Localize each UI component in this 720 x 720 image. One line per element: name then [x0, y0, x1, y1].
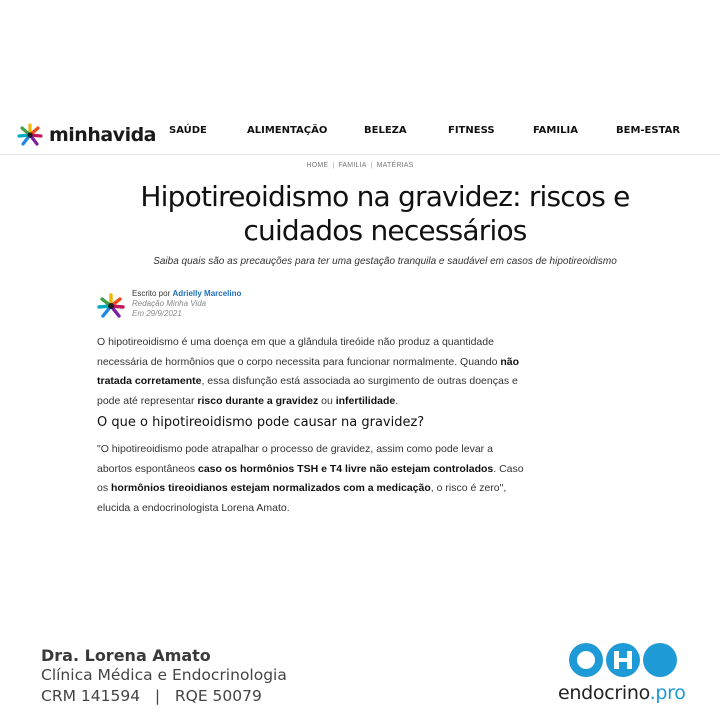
- p1-bold-1: não tratada corretamente: [97, 355, 519, 387]
- site-header: [0, 112, 720, 155]
- doctor-registration: [41, 687, 262, 705]
- author-name-link[interactable]: Adrielly Marcelino: [172, 289, 242, 298]
- brand-accent-text: .pro: [649, 682, 686, 704]
- main-nav: [0, 125, 720, 141]
- article-title-line2: cuidados necessários: [243, 214, 527, 247]
- breadcrumb-separator: |: [332, 162, 335, 169]
- endocrino-pro-logo: [558, 642, 688, 706]
- article-paragraph-2: [97, 440, 527, 518]
- nav-saude[interactable]: SAÚDE: [169, 125, 207, 136]
- section-heading: O que o hipotireoidismo pode causar na gravidez?: [97, 415, 425, 430]
- author-avatar-icon: [96, 291, 126, 321]
- article-subtitle: Saiba quais são as precauções para ter uma gestação tranquila e saudável em casos de hipotireoidismo: [153, 256, 617, 267]
- nav-beleza[interactable]: BELEZA: [364, 125, 407, 136]
- breadcrumb-home[interactable]: HOME: [306, 162, 329, 169]
- p1-bold-3: infertilidade: [335, 394, 396, 407]
- p1-text-4: .: [395, 394, 399, 407]
- author-info: [132, 289, 332, 319]
- p2-text-2: . Caso os: [97, 462, 524, 494]
- nav-bem-estar[interactable]: BEM-ESTAR: [616, 125, 681, 136]
- endocrino-pro-wordmark: [558, 682, 686, 704]
- p2-bold-2: hormônios tireoidianos estejam normalizados com a medicação: [111, 482, 431, 494]
- article-title-line1: Hipotireoidismo na gravidez: riscos e: [140, 180, 630, 213]
- author-written-by: Escrito por: [132, 289, 171, 298]
- doctor-registration-text: CRM 141594 | RQE 50079: [41, 687, 262, 705]
- endocrino-pro-circles-icon: [568, 642, 678, 678]
- p1-text-1: O hipotireoidismo é uma doença em que a glândula tireóide não produz a quantidade necessária de hormônios que o corpo necessita para funcionar normalmente. Quando: [97, 336, 501, 368]
- nav-alimentacao[interactable]: ALIMENTAÇÃO: [247, 125, 328, 136]
- article-title: [100, 180, 670, 248]
- p2-text-3: , o risco é zero", elucida a endocrinologista Lorena Amato.: [97, 482, 507, 514]
- p1-bold-2: risco durante a gravidez: [197, 394, 319, 407]
- breadcrumb-familia[interactable]: FAMILIA: [338, 162, 367, 169]
- breadcrumb: [0, 162, 720, 169]
- breadcrumb-materias[interactable]: MATÉRIAS: [376, 162, 414, 169]
- doctor-name: Dra. Lorena Amato: [41, 646, 211, 665]
- p1-text-3: ou: [318, 394, 336, 407]
- article-date: Em 29/9/2021: [132, 309, 182, 318]
- author-org: Redação Minha Vida: [132, 299, 207, 308]
- article-paragraph-1: [97, 333, 527, 411]
- nav-fitness[interactable]: FITNESS: [448, 125, 495, 136]
- logo-text: minhavida: [49, 124, 157, 146]
- nav-familia[interactable]: FAMILIA: [533, 125, 578, 136]
- breadcrumb-separator: |: [370, 162, 373, 169]
- p2-text-1: "O hipotireoidismo pode atrapalhar o processo de gravidez, assim como pode levar a abortos espontâneos: [97, 443, 493, 475]
- doctor-specialty: Clínica Médica e Endocrinologia: [41, 666, 287, 684]
- p1-text-2: , essa disfunção está associada ao surgimento de outras doenças e pode até representar: [97, 375, 518, 407]
- p2-bold-1: caso os hormônios TSH e T4 livre não estejam controlados: [198, 462, 494, 475]
- brand-main-text: endocrino: [558, 682, 650, 704]
- author-byline: [132, 289, 332, 299]
